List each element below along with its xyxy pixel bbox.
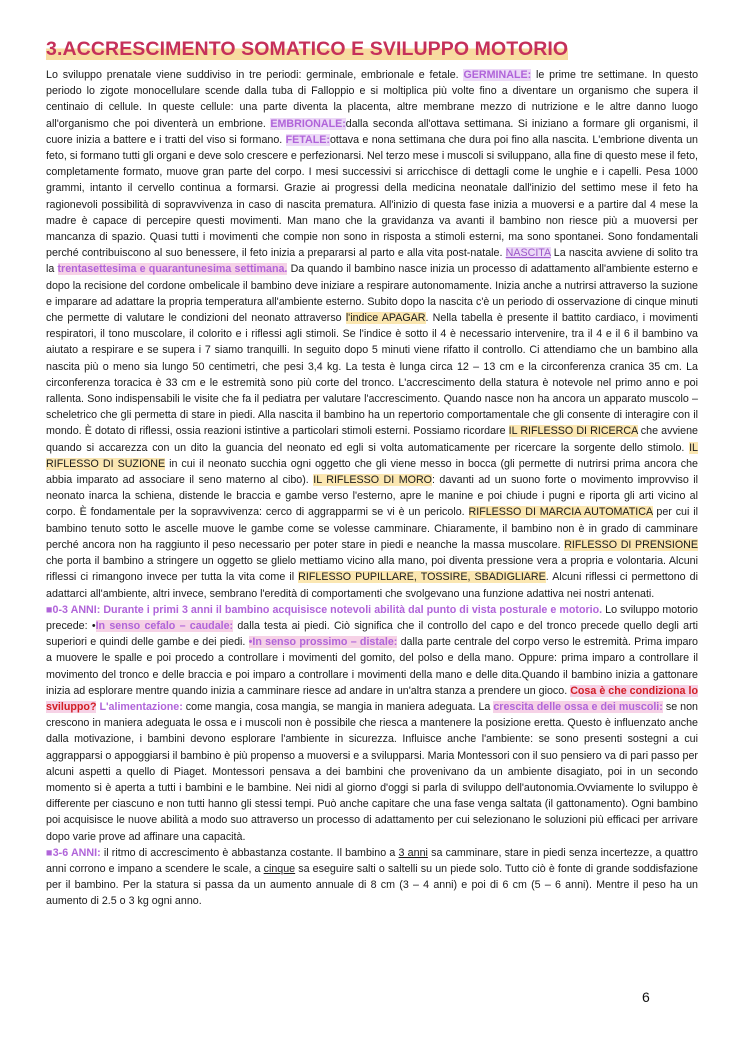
- text-run: le prime tre settimane. In questo periodo lo zigote monocellulare scende dalla tuba di Falloppio e si moltiplica più volte fino a diventare un organismo che supera il centinaio di cellule. In queste cellule: una parte diventa la placenta, altre membrane mezzo di nutrizione e le altre danno luogo all'organismo che poi diventerà un embrione.: [46, 69, 699, 130]
- paragraph-3-6-anni: [46, 845, 698, 910]
- text-run: se non crescono in maniera adeguata le ossa e i muscoli non è possibile che riesca a mantenere la posizione eretta. Questo è influenzato anche dalla motivazione, i bambini devono esplorare l'ambiente in sicurezza. Influisce anche l'ambiente: se sono presenti sostegni a cui aggrapparsi o appoggiarsi il bambino è più propenso a muoversi e a svilupparsi. Maria Montessori con il suo pensiero va di pari passo per alcuni aspetti a quello di Piaget. Montessori pensava a dei bambini che provenivano da un ambiente disagiato, poi in un secondo momento si è aperta a tutti i bambini e le bambine. Nei nidi al giorno d'oggi si parla di sviluppo dell'autonomia.Ovviamente lo sviluppo è differente per ciascuno e non tutti hanno gli stessi tempi. Può anche capitare che una fase venga saltata (il gattonamento). Ogni bambino poi acquisisce le nuove abilità a modo suo attraverso un processo di adattamento per cui selezionano le soluzioni più efficaci per arrivare dopo varie prove ad affinare una capacità.: [46, 700, 698, 843]
- section-title: 3.ACCRESCIMENTO SOMATICO E SVILUPPO MOTORIO: [46, 38, 569, 60]
- label-fetale: FETALE:: [285, 133, 330, 146]
- text-run: che porta il bambino a stringere un oggetto se glielo mettiamo vicino alla mano, poi diventa pressione vera a propria e volontaria. Alcuni riflessi ci rimangono invece per tutta la vita come il: [46, 555, 698, 584]
- text-run: dalla seconda all'ottava settimana. Si iniziano a formare gli organismi, il cuore inizia a battere e i tratti del viso si formano.: [46, 117, 698, 146]
- text-run: sa camminare, stare in piedi senza incertezze, a quattro anni corrono e impano a scendere le scale, a: [46, 846, 698, 875]
- label-cefalo-caudale: In senso cefalo – caudale:: [95, 619, 234, 632]
- text-run: che avviene quando si accarezza con un dito la guancia del neonato ed egli si volta automaticamente per ricercare la sorgente dello stimolo.: [46, 425, 698, 454]
- text-run: dalla parte centrale del corpo verso le estremità. Prima imparo a muovere le spalle e poi procedo a controllare i movimenti del gomito, del polso e della mano. Oppure: prima imparo a controllare il movimento del tronco e delle braccia e poi imparo a controllare i movimenti della mano e delle dita.Quando il bambino inizia a gattonare inizia ad esplorare mentre quando inizia a camminare riesce ad andare in un'altra stanza a prendere un gioco.: [46, 636, 698, 697]
- lead-0-3-anni: ■0-3 ANNI: Durante i primi 3 anni il bambino acquisisce notevoli abilità dal punto di vista posturale e motorio.: [46, 603, 603, 616]
- text-run: Lo sviluppo prenatale viene suddiviso in tre periodi: germinale, embrionale e fetale.: [46, 69, 464, 81]
- text-run: . Nella tabella è presente il battito cardiaco, i movimenti respiratori, il tono muscolare, il colorito e i riflessi agli stimoli. Se l'indice è sotto il 4 è necessario intervenire, tra il 4 e il 6 il bambino va aiutato a respirare e se supera i 7 siamo tranquilli. In seguito dopo 5 minuti viene rifatto il controllo. Ci attendiamo che un bambino alla nascita più o meno sia lungo 50 centimetri, che pesi 3,4 kg. La testa è lunga circa 12 – 13 cm e la circonferenza cranica 35 cm. La circonferenza toracica è 33 cm e le estremità sono più corte del tronco. L'accrescimento della statura è notevole nel primo anno e poi rallenta. Sono indispensabili le visite che fa il pediatra per valutare l'accrescimento. Quando nasce non ha ancora un apparato muscolo – scheletrico che gli permetta di stare in piedi. Alla nascita il bambino ha un repertorio comportamentale che gli consente di interagire con il mondo. È dotato di riflessi, ossia reazioni istintive a particolari stimoli esterni. Possiamo ricordare: [46, 312, 698, 438]
- text-run: dalla testa ai piedi. Ciò significa che il controllo del capo e del tronco precede quello degli arti superiori e quindi delle gambe e dei piedi.: [46, 619, 698, 649]
- body-text: [46, 67, 698, 910]
- label-germinale: GERMINALE:: [463, 69, 532, 81]
- label-riflesso-prensione: RIFLESSO DI PRENSIONE: [564, 538, 698, 551]
- label-riflesso-moro: IL RIFLESSO DI MORO: [313, 474, 432, 487]
- label-riflesso-ricerca: IL RIFLESSO DI RICERCA: [508, 425, 638, 438]
- label-condiziona: Cosa è che condiziona lo sviluppo?: [46, 684, 698, 713]
- text-run: : davanti ad un suono forte o movimento improvviso il neonato inarca la schiena, distende le braccia e gambe verso l'esterno, apre le manine e poi chiude i pugni e riporta gli arti vicino al corpo. È fondamentale per la sopravvivenza: cerco di aggrapparmi se vi è un pericolo.: [46, 474, 699, 519]
- label-riflesso-marcia: RIFLESSO DI MARCIA AUTOMATICA: [468, 506, 653, 519]
- label-riflesso-suzione: IL RIFLESSO DI SUZIONE: [46, 441, 698, 470]
- paragraph-prenatal: [46, 67, 698, 602]
- label-settimane: trentasettesima e quarantunesima settimana.: [57, 263, 288, 276]
- label-embrionale: EMBRIONALE:: [270, 117, 346, 130]
- text-run: in cui il neonato succhia ogni oggetto che gli viene messo in bocca (gli permette di nutrirsi prima ancora che abbia imparato ad associare il seno materno al cibo).: [46, 457, 698, 487]
- underlined-3-anni: 3 anni: [398, 846, 428, 859]
- page-number: 6: [642, 989, 650, 1005]
- text-run: il ritmo di accrescimento è abbastanza costante. Il bambino a: [100, 846, 399, 859]
- label-nascita: NASCITA: [505, 247, 551, 260]
- text-run: sa eseguire salti o saltelli su un piede solo. Tutto ciò è fonte di grande soddisfazione per il bambino. Per la statura si passa da un aumento annuale di 8 cm (3 – 4 anni) e poi di 6 cm (5 – 6 anni). Mentre il peso ha un aumento di 2.5 o 3 kg ogni anno.: [46, 862, 698, 908]
- text-run: Lo sviluppo motorio precede: •: [46, 603, 698, 632]
- label-apgar: l'indice APAGAR: [345, 312, 426, 325]
- label-riflesso-pupillare: RIFLESSO PUPILLARE, TOSSIRE, SBADIGLIARE: [298, 571, 546, 584]
- label-crescita: crescita delle ossa e dei muscoli:: [493, 700, 663, 713]
- document-page: [46, 38, 698, 910]
- lead-3-6-anni: ■3-6 ANNI:: [46, 846, 101, 859]
- paragraph-0-3-anni: [46, 602, 698, 845]
- text-run: La nascita avviene di solito tra la: [46, 247, 698, 276]
- underlined-cinque: cinque: [263, 862, 296, 875]
- text-run: come mangia, cosa mangia, se mangia in maniera adeguata. La: [182, 700, 494, 713]
- label-alimentazione: L'alimentazione:: [96, 700, 183, 713]
- label-prossimo-distale: •In senso prossimo – distale:: [248, 636, 398, 649]
- text-run: per cui il bambino tenuto sotto le ascelle muove le gambe come se volesse camminare. Chiaramente, il bambino non è in grado di camminare perché ancora non ha raggiunto il peso necessario per poter stare in piedi e neanche la massa muscolare.: [46, 506, 698, 551]
- text-run: ottava e nona settimana che dura poi fino alla nascita. L'embrione diventa un feto, si formano tutti gli organi e deve solo crescere e perfezionarsi. Nel terzo mese i muscoli si sviluppano, alla fine di questo mese il feto, completamente formato, muove gran parte del corpo. I mesi successivi si arricchisce di dettagli come le unghie e i capelli. Pesa 1000 grammi, intanto il cervello continua a formarsi. Grazie ai progressi della medicina neonatale dall'inizio del settimo mese il feto ha ragionevoli possibilità di sopravvivenza in caso di nascita prematura. All'inizio di questa fase inizia a muoversi e a partire dal 4 mese la madre è capace di percepire questi movimenti. Man mano che la gravidanza va avanti il bambino non riesce più a muoversi per mancanza di spazio. Quasi tutti i movimenti che compie non sono in risposta a stimoli esterni, ma sono spontanei. Sono fondamentali perché contribuiscono al suo benessere, il feto inizia a prepararsi al parto e alla vita post-natale.: [46, 133, 698, 260]
- text-run: . Alcuni riflessi ci permettono di adattarci all'ambiente, altri invece, sembrano l'eredità di comportamenti che svolgevano una funzione adattiva nei nostri antenati.: [46, 571, 698, 600]
- text-run: Da quando il bambino nasce inizia un processo di adattamento all'ambiente esterno e dopo la recisione del cordone ombelicale il bambino deve iniziare a respirare autonomamente. Inizia anche a nutrirsi attraverso la suzione e imparare ad adattare la propria temperatura all'ambiente esterno. Subito dopo la nascita c'è un periodo di osservazione di cinque minuti che permette di valutare le condizioni del neonato attraverso: [46, 263, 698, 325]
